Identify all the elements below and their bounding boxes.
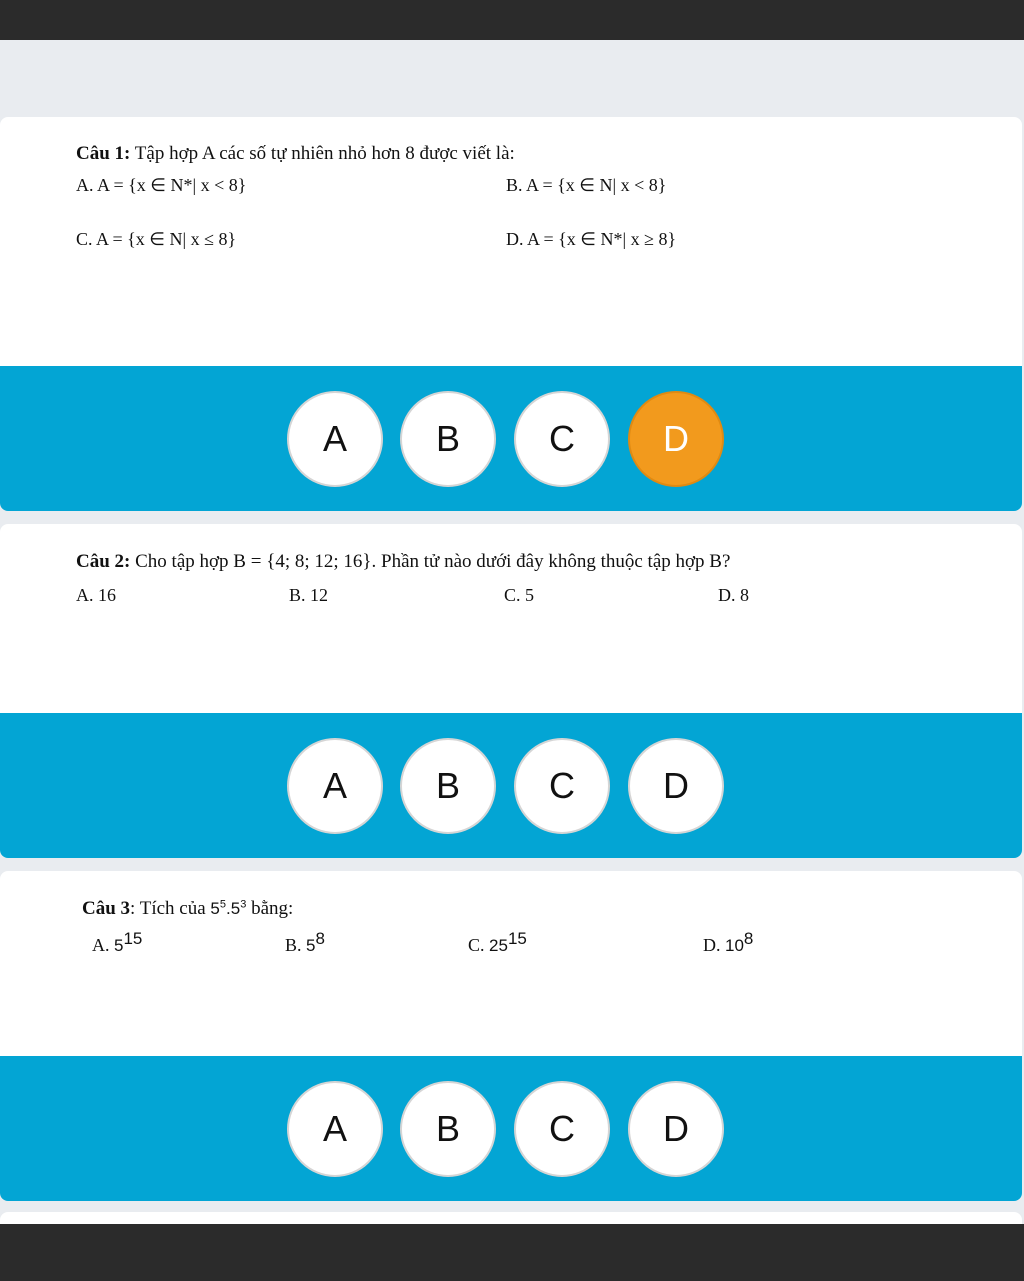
question-body: : Tích của	[130, 898, 211, 919]
question-card-3	[0, 871, 1022, 1201]
answer-button-c[interactable]: C	[514, 391, 610, 487]
question-label: Câu 3	[82, 898, 131, 919]
option-a-text: A. $5^{15}$	[92, 929, 143, 955]
answer-button-c[interactable]: C	[514, 1081, 610, 1177]
question-card-1	[0, 117, 1022, 511]
option-c-text: C. $25^{15}$	[468, 929, 527, 955]
answer-bar-2	[0, 713, 1022, 858]
answer-button-b[interactable]: B	[400, 738, 496, 834]
answer-button-a[interactable]: A	[287, 738, 383, 834]
answer-button-d-selected[interactable]: D	[628, 391, 724, 487]
option-a-text: A. 16	[76, 585, 116, 605]
question-label: Câu 2:	[76, 551, 131, 572]
question-card-2	[0, 524, 1022, 858]
answer-button-b[interactable]: B	[400, 1081, 496, 1177]
answer-bar-1	[0, 366, 1022, 511]
question-text-2	[76, 551, 730, 573]
question-body: Tập hợp A các số tự nhiên nhỏ hơn 8 được viết là:	[130, 143, 515, 164]
answer-button-b[interactable]: B	[400, 391, 496, 487]
option-a-text: A. A = {x ∈ N*| x < 8}	[76, 175, 247, 195]
top-status-bar	[0, 0, 1024, 40]
question-label: Câu 1:	[76, 143, 131, 164]
option-d-text: D. 8	[718, 585, 749, 605]
option-b-text: B. A = {x ∈ N| x < 8}	[506, 175, 667, 195]
answer-button-d[interactable]: D	[628, 1081, 724, 1177]
expression: $5^5.5^3$	[210, 898, 247, 918]
answer-button-d[interactable]: D	[628, 738, 724, 834]
next-card-edge	[0, 1212, 1022, 1224]
option-c-text: C. A = {x ∈ N| x ≤ 8}	[76, 229, 237, 249]
question-body: Cho tập hợp B = {4; 8; 12; 16}. Phần tử nào dưới đây không thuộc tập hợp B?	[130, 551, 731, 572]
option-d-text: D. $10^8$	[703, 929, 754, 955]
answer-button-c[interactable]: C	[514, 738, 610, 834]
question-text-3	[82, 898, 293, 920]
question-body-end: bằng:	[246, 898, 294, 919]
answer-bar-3	[0, 1056, 1022, 1201]
option-d-text: D. A = {x ∈ N*| x ≥ 8}	[506, 229, 677, 249]
option-b-text: B. $5^8$	[285, 929, 325, 955]
bottom-navigation-bar	[0, 1224, 1024, 1281]
option-b-text: B. 12	[289, 585, 329, 605]
answer-button-a[interactable]: A	[287, 1081, 383, 1177]
answer-button-a[interactable]: A	[287, 391, 383, 487]
question-text-1	[76, 143, 515, 165]
option-c-text: C. 5	[504, 585, 535, 605]
